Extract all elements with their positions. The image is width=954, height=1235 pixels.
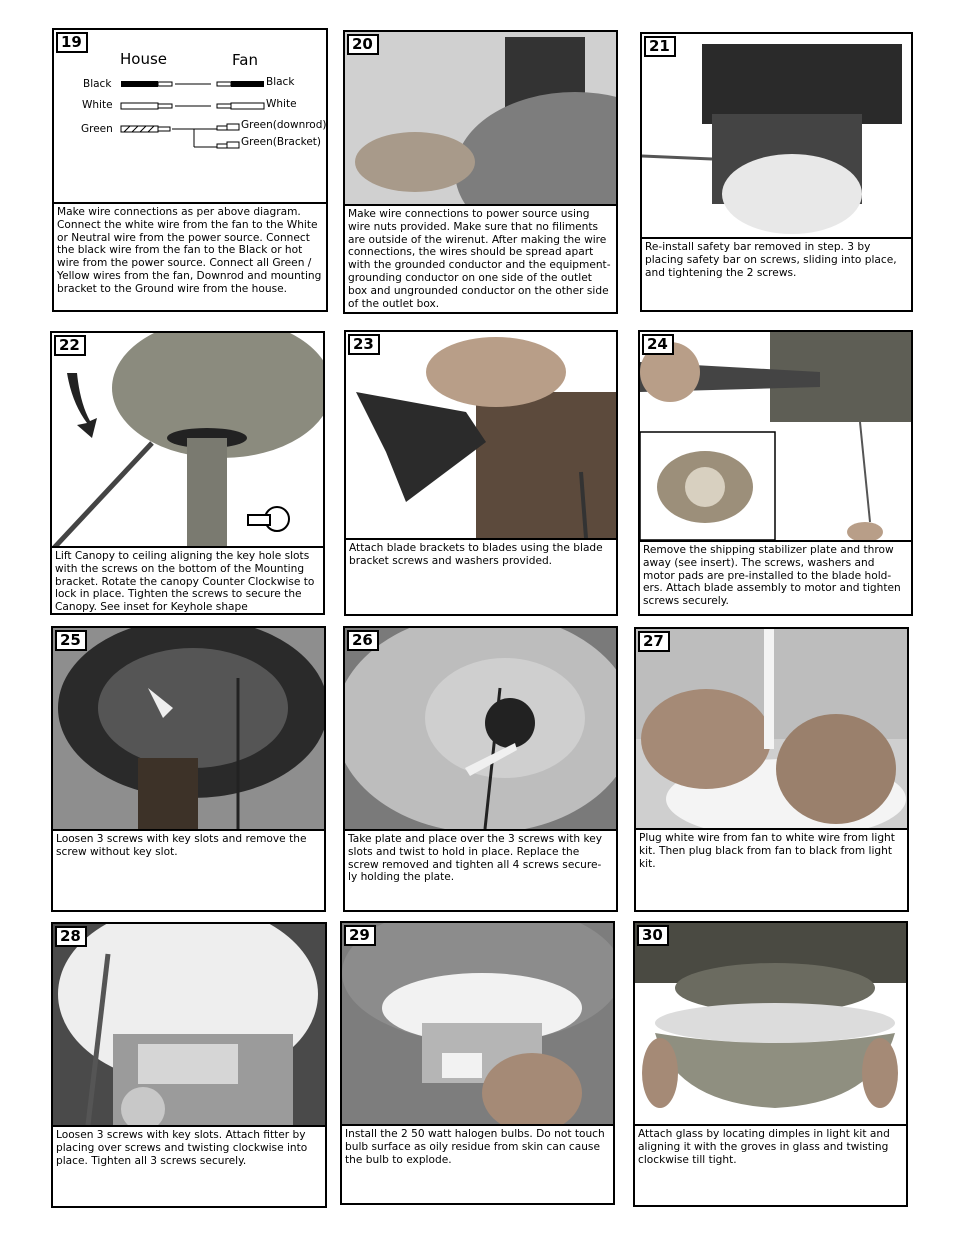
step-number: 30 (637, 925, 669, 946)
step-25-caption: Loosen 3 screws with key slots and remove the screw without key slot. (53, 829, 324, 910)
step-number: 27 (638, 631, 670, 652)
step-24-photo (640, 332, 911, 540)
step-20-panel (343, 30, 618, 314)
step-30-caption: Attach glass by locating dimples in light kit and aligning it with the groves in glass and twisting clockwise till tight. (635, 1124, 906, 1205)
photo-placeholder (53, 924, 325, 1125)
wire-lines (54, 30, 326, 206)
step-27-caption: Plug white wire from fan to white wire from light kit. Then plug black from fan to black from light kit. (636, 828, 907, 910)
step-23-caption: Attach blade brackets to blades using the blade bracket screws and washers provided. (346, 538, 616, 614)
photo-placeholder (52, 333, 323, 550)
step-20-photo (345, 32, 616, 208)
photo-placeholder (636, 629, 907, 829)
house-white-label: White (82, 99, 113, 111)
fan-green-bracket-label: Green(Bracket) (241, 136, 322, 148)
step-26-photo (345, 628, 616, 829)
step-25-photo (53, 628, 324, 829)
photo-placeholder (345, 628, 616, 829)
step-27-panel (634, 627, 909, 912)
step-number: 22 (54, 335, 86, 356)
step-27-photo (636, 629, 907, 829)
step-number: 23 (348, 334, 380, 355)
photo-placeholder (345, 32, 616, 208)
photo-placeholder (635, 923, 906, 1124)
photo-placeholder (346, 332, 616, 538)
step-number: 20 (347, 34, 379, 55)
step-28-photo (53, 924, 325, 1125)
step-21-panel (640, 32, 913, 312)
step-number: 28 (55, 926, 87, 947)
photo-placeholder (342, 923, 613, 1124)
step-24-panel (638, 330, 913, 616)
step-26-panel (343, 626, 618, 912)
step-28-panel (51, 922, 327, 1208)
step-number: 29 (344, 925, 376, 946)
step-21-caption: Re-install safety bar removed in step. 3 by placing safety bar on screws, sliding into place, and tightening the 2 screws. (642, 237, 911, 310)
photo-placeholder (642, 34, 911, 239)
step-number: 25 (55, 630, 87, 651)
step-26-caption: Take plate and place over the 3 screws with key slots and twist to hold in place. Replace the screw removed and tighten all 4 screws secure- ly holding the plate. (345, 829, 616, 910)
step-number: 19 (56, 32, 88, 53)
step-29-photo (342, 923, 613, 1124)
step-20-caption: Make wire connections to power source using wire nuts provided. Make sure that no filiments are outside of the wirenut. After making the wire connections, the wires should be spread apart with the grounded conductor and the equipment-grounding conductor on one side of the outlet box and ungrounded conductor on the other side of the outlet box. (345, 204, 616, 312)
step-22-panel (50, 331, 325, 615)
fan-black-label: Black (266, 76, 295, 88)
wiring-diagram (54, 30, 326, 206)
step-21-photo (642, 34, 911, 239)
step-19-panel (52, 28, 328, 312)
fan-green-downrod-label: Green(downrod) (241, 119, 326, 131)
step-23-panel (344, 330, 618, 616)
step-30-panel (633, 921, 908, 1207)
step-number: 21 (644, 36, 676, 57)
step-28-caption: Loosen 3 screws with key slots. Attach fitter by placing over screws and twisting clockwise into place. Tighten all 3 screws securely. (53, 1125, 325, 1206)
house-label: House (120, 50, 168, 68)
step-19-caption: Make wire connections as per above diagram. Connect the white wire from the fan to the White or Neutral wire from the power source. Connect the black wire from the fan to the Black or hot wire from the power source. Connect all Green / Yellow wires from the fan, Downrod and mounting bracket to the Ground wire from the house. (54, 202, 326, 310)
fan-white-label: White (266, 98, 297, 110)
house-black-label: Black (83, 78, 112, 90)
photo-placeholder (53, 628, 324, 829)
step-29-panel (340, 921, 615, 1205)
fan-label: Fan (232, 51, 258, 69)
step-25-panel (51, 626, 326, 912)
step-22-caption: Lift Canopy to ceiling aligning the key hole slots with the screws on the bottom of the Mounting bracket. Rotate the canopy Counter Clockwise to lock in place. Tighten the screws to secure the Canopy. See inset for Keyhole shape (52, 546, 323, 613)
step-29-caption: Install the 2 50 watt halogen bulbs. Do not touch bulb surface as oily residue from skin can cause the bulb to explode. (342, 1124, 613, 1203)
step-22-photo (52, 333, 323, 550)
step-number: 26 (347, 630, 379, 651)
step-24-caption: Remove the shipping stabilizer plate and throw away (see insert). The screws, washers and motor pads are pre-installed to the blade hold- ers. Attach blade assembly to motor and tighten screws securely. (640, 540, 911, 614)
step-30-photo (635, 923, 906, 1124)
step-number: 24 (642, 334, 674, 355)
step-23-photo (346, 332, 616, 538)
house-green-label: Green (81, 123, 113, 135)
photo-placeholder (640, 332, 911, 540)
